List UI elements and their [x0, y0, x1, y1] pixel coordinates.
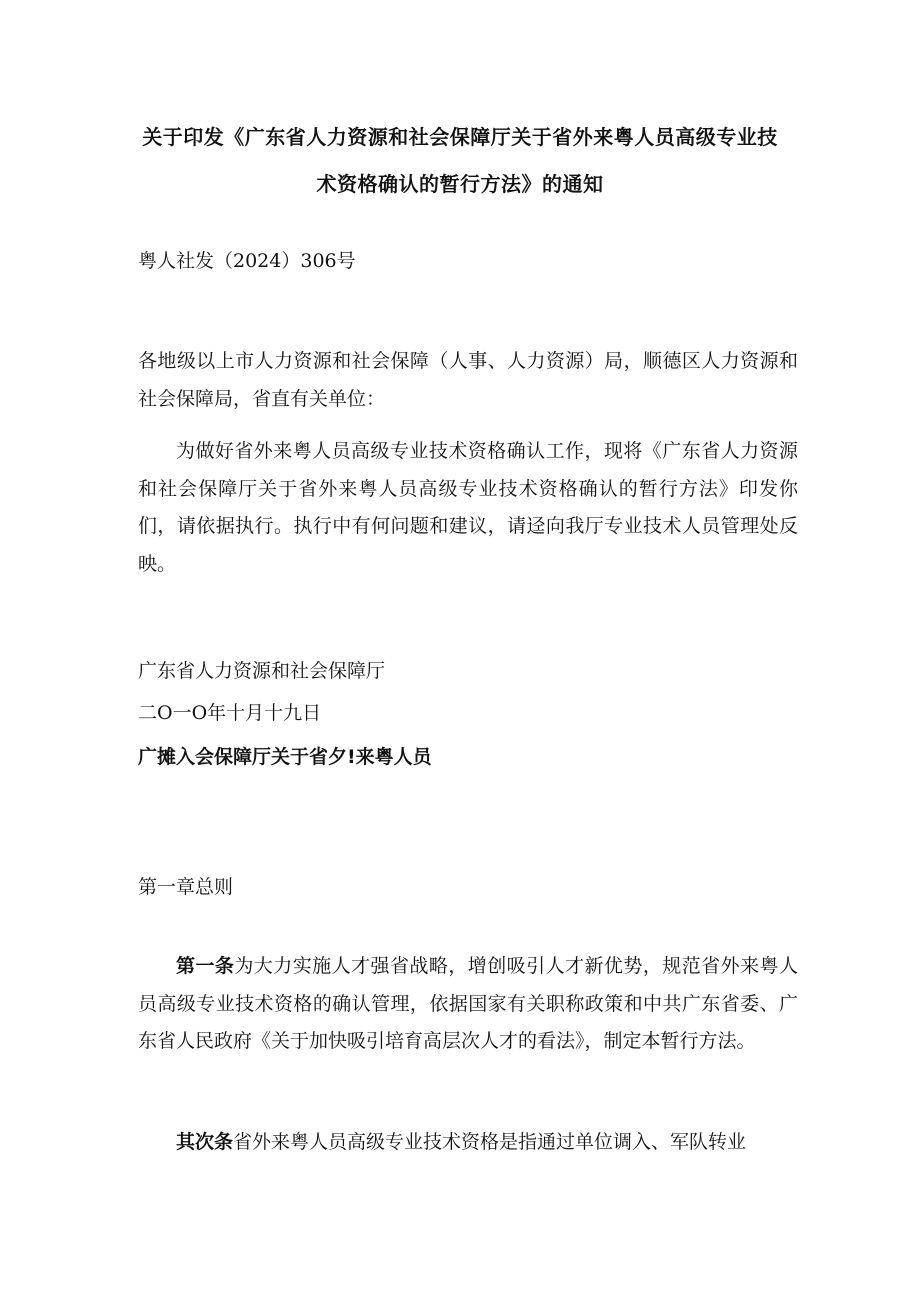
recipients-paragraph: 各地级以上市人力资源和社会保障（人事、人力资源）局，顺德区人力资源和社会保障局，省直有关单位：: [138, 350, 798, 410]
issue-date: 二O一O年十月十九日: [138, 702, 322, 724]
issuer-name: 广东省人力资源和社会保障厅: [138, 660, 386, 682]
article-1-paragraph: [138, 948, 798, 1061]
document-title-line-1: 关于印发《广东省人力资源和社会保障厅关于省外来粤人员高级专业技: [142, 125, 778, 149]
attachment-heading: 广摊入会保障厅关于省夕!来粤人员: [138, 746, 432, 768]
article-2-text: 省外来粤人员高级专业技术资格是指通过单位调入、军队转业: [233, 1131, 747, 1153]
article-1-text: 为大力实施人才强省战略，增创吸引人才新优势，规范省外来粤人员高级专业技术资格的确认管理，依据国家有关职称政策和中共广东省委、广东省人民政府《关于加快吸引培育高层次人才的看法》，制定本暂行方法。: [138, 955, 798, 1052]
chapter-heading: 第一章总则: [138, 876, 234, 898]
document-title-line-2: 术资格确认的暂行方法》的通知: [316, 172, 604, 196]
document-number: 粤人社发（2024）306号: [138, 250, 356, 272]
article-2-label: 其次条: [176, 1131, 234, 1153]
body-paragraph: 为做好省外来粤人员高级专业技术资格确认工作，现将《广东省人力资源和社会保障厅关于省外来粤人员高级专业技术资格确认的暂行方法》印发你们，请依据执行。执行中有何问题和建议，请迳向我厅专业技术人员管理处反映。: [138, 440, 798, 575]
article-2-paragraph: [138, 1124, 798, 1162]
article-1-label: 第一条: [176, 955, 235, 977]
